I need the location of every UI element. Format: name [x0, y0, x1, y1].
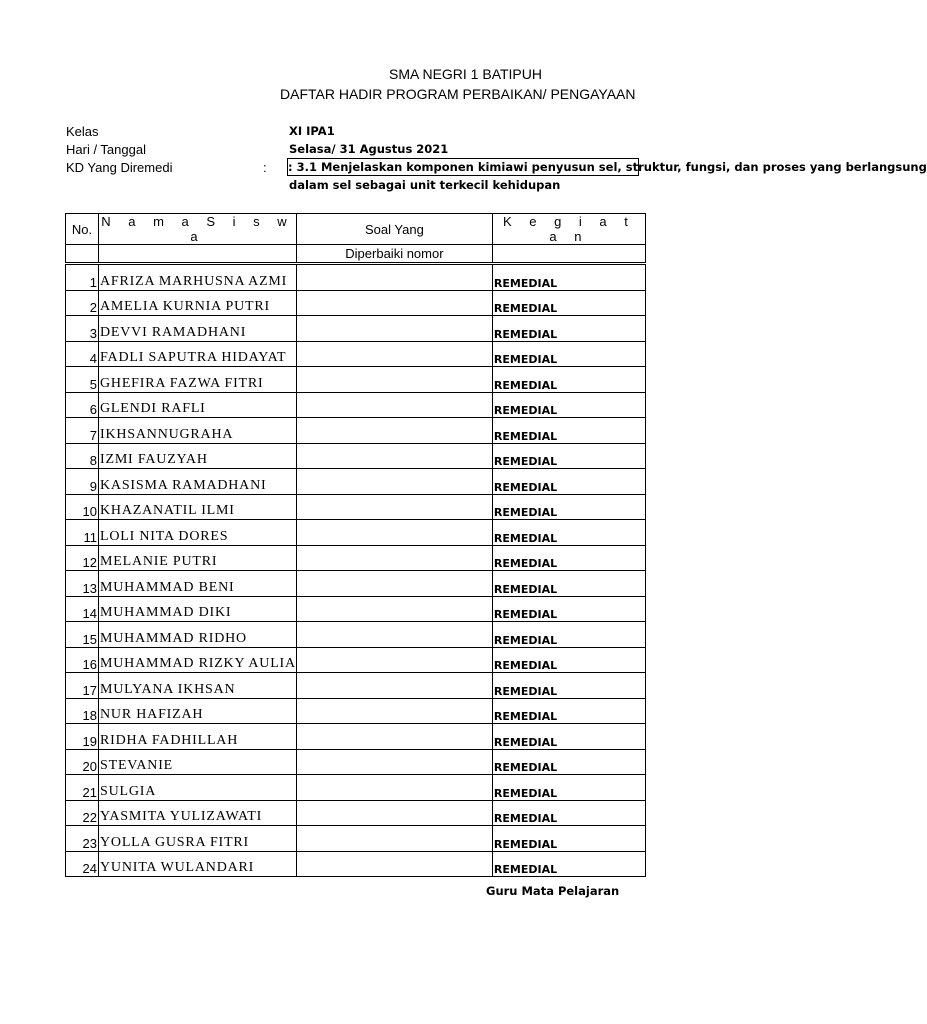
soal-cell	[296, 851, 492, 877]
header-nama: N a m a S i s w a	[99, 214, 297, 245]
row-number: 15	[66, 622, 99, 648]
row-number: 20	[66, 749, 99, 775]
kegiatan-cell: REMEDIAL	[492, 341, 645, 367]
row-number: 4	[66, 341, 99, 367]
table-header-row-2	[66, 245, 646, 264]
table-row	[66, 596, 646, 622]
kegiatan-cell: REMEDIAL	[492, 469, 645, 495]
kegiatan-cell: REMEDIAL	[492, 775, 645, 801]
student-name: SULGIA	[99, 775, 297, 801]
soal-cell	[296, 698, 492, 724]
kegiatan-cell: REMEDIAL	[492, 392, 645, 418]
header-soal-2: Diperbaiki nomor	[296, 245, 492, 264]
student-name: YOLLA GUSRA FITRI	[99, 826, 297, 852]
soal-cell	[296, 571, 492, 597]
hari-value: Selasa/ 31 Agustus 2021	[289, 142, 449, 156]
table-row	[66, 443, 646, 469]
soal-cell	[296, 290, 492, 316]
kegiatan-cell: REMEDIAL	[492, 418, 645, 444]
table-row	[66, 647, 646, 673]
soal-cell	[296, 443, 492, 469]
student-name: GHEFIRA FAZWA FITRI	[99, 367, 297, 393]
table-row	[66, 749, 646, 775]
table-row	[66, 341, 646, 367]
table-row	[66, 571, 646, 597]
row-number: 11	[66, 520, 99, 546]
kegiatan-cell: REMEDIAL	[492, 596, 645, 622]
row-number: 13	[66, 571, 99, 597]
attendance-table	[65, 213, 646, 877]
student-name: MULYANA IKHSAN	[99, 673, 297, 699]
kegiatan-cell: REMEDIAL	[492, 800, 645, 826]
soal-cell	[296, 647, 492, 673]
table-header-row	[66, 214, 646, 245]
table-row	[66, 673, 646, 699]
soal-cell	[296, 316, 492, 342]
soal-cell	[296, 469, 492, 495]
soal-cell	[296, 520, 492, 546]
table-row	[66, 494, 646, 520]
row-number: 7	[66, 418, 99, 444]
student-name: DEVVI RAMADHANI	[99, 316, 297, 342]
kegiatan-cell: REMEDIAL	[492, 622, 645, 648]
kegiatan-cell: REMEDIAL	[492, 367, 645, 393]
table-row	[66, 851, 646, 877]
row-number: 9	[66, 469, 99, 495]
soal-cell	[296, 622, 492, 648]
soal-cell	[296, 418, 492, 444]
hari-label: Hari / Tanggal	[66, 142, 146, 157]
kd-label: KD Yang Diremedi	[66, 160, 173, 175]
table-row	[66, 826, 646, 852]
kegiatan-cell: REMEDIAL	[492, 826, 645, 852]
row-number: 16	[66, 647, 99, 673]
student-name: IKHSANNUGRAHA	[99, 418, 297, 444]
student-name: MUHAMMAD RIZKY AULIA	[99, 647, 297, 673]
document-title: DAFTAR HADIR PROGRAM PERBAIKAN/ PENGAYAAN	[280, 86, 636, 102]
student-name: MELANIE PUTRI	[99, 545, 297, 571]
table-row	[66, 264, 646, 291]
table-row	[66, 418, 646, 444]
kd-colon: :	[263, 160, 267, 175]
row-number: 23	[66, 826, 99, 852]
table-row	[66, 520, 646, 546]
row-number: 14	[66, 596, 99, 622]
row-number: 2	[66, 290, 99, 316]
kegiatan-cell: REMEDIAL	[492, 851, 645, 877]
kelas-value: XI IPA1	[289, 124, 335, 138]
student-name: STEVANIE	[99, 749, 297, 775]
table-row	[66, 545, 646, 571]
soal-cell	[296, 392, 492, 418]
header-soal: Soal Yang	[296, 214, 492, 245]
student-name: MUHAMMAD DIKI	[99, 596, 297, 622]
student-name: GLENDI RAFLI	[99, 392, 297, 418]
row-number: 19	[66, 724, 99, 750]
table-row	[66, 392, 646, 418]
row-number: 6	[66, 392, 99, 418]
row-number: 24	[66, 851, 99, 877]
table-row	[66, 316, 646, 342]
student-name: YUNITA WULANDARI	[99, 851, 297, 877]
kegiatan-cell: REMEDIAL	[492, 698, 645, 724]
kegiatan-cell: REMEDIAL	[492, 673, 645, 699]
row-number: 21	[66, 775, 99, 801]
student-name: MUHAMMAD RIDHO	[99, 622, 297, 648]
school-name: SMA NEGRI 1 BATIPUH	[389, 66, 542, 82]
soal-cell	[296, 494, 492, 520]
table-row	[66, 724, 646, 750]
row-number: 12	[66, 545, 99, 571]
table-row	[66, 775, 646, 801]
student-name: RIDHA FADHILLAH	[99, 724, 297, 750]
student-name: AFRIZA MARHUSNA AZMI	[99, 264, 297, 291]
header-no: No.	[66, 214, 99, 245]
table-row	[66, 622, 646, 648]
kd-value-cell: : 3.1 Menjelaskan komponen kimiawi penyusun sel, struktur, fungsi, dan proses yang berlangsung	[288, 160, 927, 174]
kelas-label: Kelas	[66, 124, 99, 139]
student-name: AMELIA KURNIA PUTRI	[99, 290, 297, 316]
header-nama-blank	[99, 245, 297, 264]
kegiatan-cell: REMEDIAL	[492, 647, 645, 673]
row-number: 18	[66, 698, 99, 724]
soal-cell	[296, 775, 492, 801]
kegiatan-cell: REMEDIAL	[492, 494, 645, 520]
table-row	[66, 698, 646, 724]
soal-cell	[296, 749, 492, 775]
student-name: YASMITA YULIZAWATI	[99, 800, 297, 826]
soal-cell	[296, 367, 492, 393]
kegiatan-cell: REMEDIAL	[492, 290, 645, 316]
kegiatan-cell: REMEDIAL	[492, 443, 645, 469]
soal-cell	[296, 545, 492, 571]
header-no-blank	[66, 245, 99, 264]
soal-cell	[296, 264, 492, 291]
header-kegiatan-blank	[492, 245, 645, 264]
row-number: 22	[66, 800, 99, 826]
soal-cell	[296, 826, 492, 852]
kegiatan-cell: REMEDIAL	[492, 520, 645, 546]
soal-cell	[296, 800, 492, 826]
table-row	[66, 290, 646, 316]
row-number: 1	[66, 264, 99, 291]
table-row	[66, 469, 646, 495]
kegiatan-cell: REMEDIAL	[492, 724, 645, 750]
kegiatan-cell: REMEDIAL	[492, 545, 645, 571]
kegiatan-cell: REMEDIAL	[492, 264, 645, 291]
signature-label: Guru Mata Pelajaran	[486, 884, 620, 898]
header-kegiatan: K e g i a t a n	[492, 214, 645, 245]
row-number: 8	[66, 443, 99, 469]
student-name: LOLI NITA DORES	[99, 520, 297, 546]
student-name: MUHAMMAD BENI	[99, 571, 297, 597]
soal-cell	[296, 673, 492, 699]
student-name: NUR HAFIZAH	[99, 698, 297, 724]
row-number: 10	[66, 494, 99, 520]
table-row	[66, 367, 646, 393]
student-name: KASISMA RAMADHANI	[99, 469, 297, 495]
row-number: 17	[66, 673, 99, 699]
soal-cell	[296, 596, 492, 622]
row-number: 3	[66, 316, 99, 342]
row-number: 5	[66, 367, 99, 393]
student-name: FADLI SAPUTRA HIDAYAT	[99, 341, 297, 367]
soal-cell	[296, 724, 492, 750]
table-row	[66, 800, 646, 826]
kegiatan-cell: REMEDIAL	[492, 316, 645, 342]
student-name: KHAZANATIL ILMI	[99, 494, 297, 520]
student-name: IZMI FAUZYAH	[99, 443, 297, 469]
kegiatan-cell: REMEDIAL	[492, 571, 645, 597]
soal-cell	[296, 341, 492, 367]
kd-value-line2: dalam sel sebagai unit terkecil kehidupan	[289, 178, 561, 192]
kegiatan-cell: REMEDIAL	[492, 749, 645, 775]
